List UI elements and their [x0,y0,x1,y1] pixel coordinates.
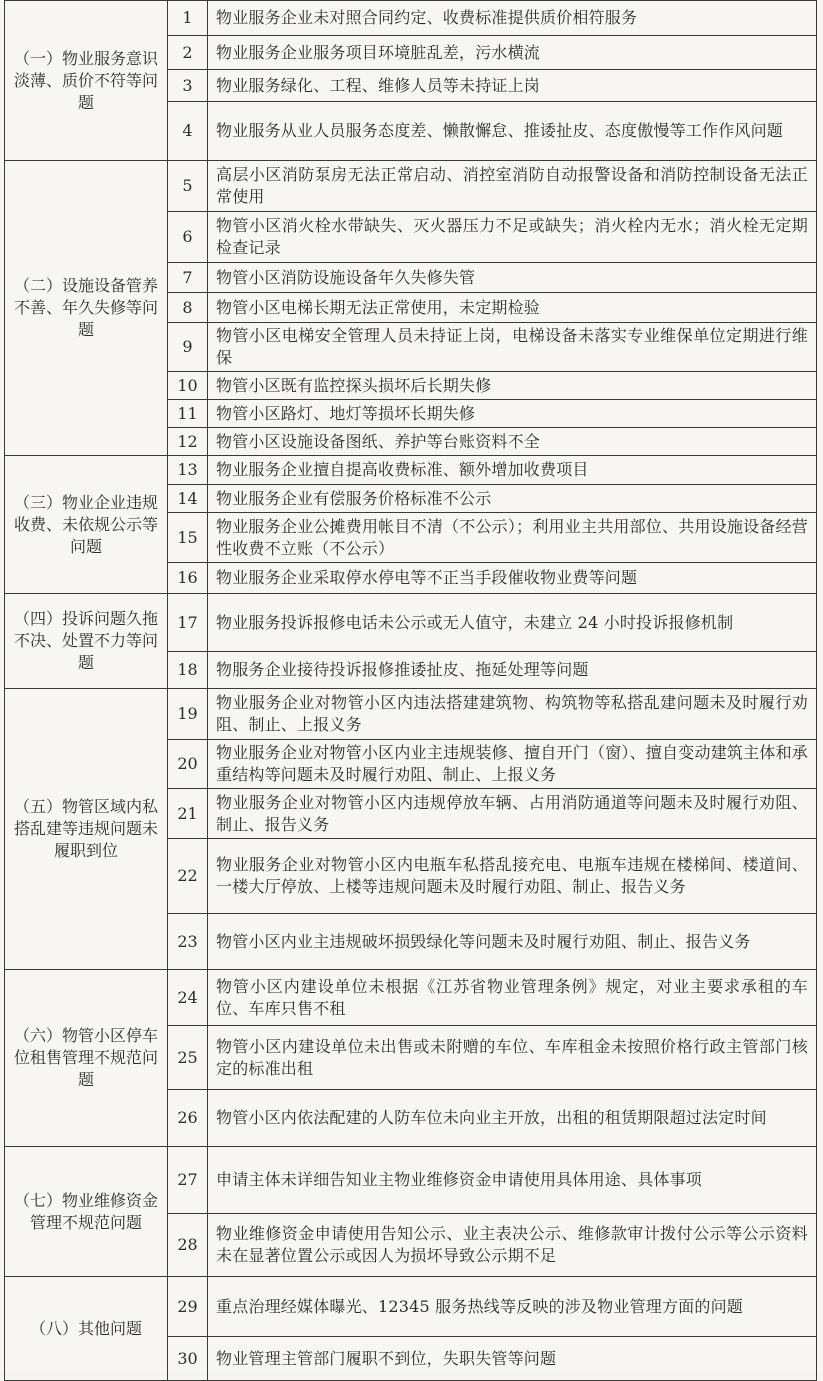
table-row [5,1,817,36]
table-row [5,970,817,1026]
row-number: 11 [168,400,208,428]
issue-description: 物管小区内业主违规破坏损毁绿化等问题未及时履行劝阻、制止、报告义务 [208,914,817,970]
issue-description: 物业服务企业采取停水停电等不正当手段催收物业费等问题 [208,563,817,594]
issue-description: 高层小区消防泵房无法正常启动、消控室消防自动报警设备和消防控制设备无法正常使用 [208,161,817,212]
issue-description: 物服务企业接待投诉报修推诿扯皮、拖延处理等问题 [208,652,817,689]
row-number: 18 [168,652,208,689]
row-number: 9 [168,323,208,372]
issue-description: 物业服务投诉报修电话未公示或无人值守，未建立 24 小时投诉报修机制 [208,594,817,652]
row-number: 25 [168,1026,208,1090]
row-number: 5 [168,161,208,212]
issue-description: 物业服务企业对物管小区内业主违规装修、擅自开门（窗）、擅自变动建筑主体和承重结构等问题未及时履行劝阻、制止、上报义务 [208,740,817,789]
category-cell: （一）物业服务意识淡薄、质价不符等问题 [5,1,168,161]
issue-description: 重点治理经媒体曝光、12345 服务热线等反映的涉及物业管理方面的问题 [208,1277,817,1337]
row-number: 1 [168,1,208,36]
issue-description: 物业服务企业服务项目环境脏乱差，污水横流 [208,36,817,70]
table-row [5,1147,817,1214]
row-number: 22 [168,839,208,914]
issue-description: 物业服务企业对物管小区内违规停放车辆、占用消防通道等问题未及时履行劝阻、制止、报告义务 [208,789,817,839]
issue-description: 物业服务企业擅自提高收费标准、额外增加收费项目 [208,456,817,485]
row-number: 12 [168,428,208,456]
issue-description: 物管小区电梯长期无法正常使用，未定期检验 [208,293,817,323]
row-number: 14 [168,485,208,513]
row-number: 30 [168,1337,208,1381]
issue-description: 物业服务企业有偿服务价格标准不公示 [208,485,817,513]
issue-description: 物管小区消防设施设备年久失修失管 [208,263,817,293]
issue-description: 物管小区设施设备图纸、养护等台账资料不全 [208,428,817,456]
row-number: 16 [168,563,208,594]
row-number: 19 [168,689,208,740]
row-number: 3 [168,70,208,102]
table-row [5,161,817,212]
issue-description: 物业服务绿化、工程、维修人员等未持证上岗 [208,70,817,102]
row-number: 21 [168,789,208,839]
table-row [5,594,817,652]
row-number: 15 [168,513,208,563]
issue-description: 物管小区内建设单位未根据《江苏省物业管理条例》规定，对业主要求承租的车位、车库只售不租 [208,970,817,1026]
category-cell: （三）物业企业违规收费、未依规公示等问题 [5,456,168,594]
table-row [5,1277,817,1337]
row-number: 10 [168,372,208,400]
row-number: 6 [168,212,208,263]
category-cell: （六）物管小区停车位租售管理不规范问题 [5,970,168,1147]
row-number: 7 [168,263,208,293]
row-number: 23 [168,914,208,970]
category-cell: （五）物管区域内私搭乱建等违规问题未履职到位 [5,689,168,970]
issue-description: 物业服务企业公摊费用帐目不清（不公示）；利用业主共用部位、共用设施设备经营性收费不立账（不公示） [208,513,817,563]
row-number: 4 [168,102,208,161]
issue-description: 物业管理主管部门履职不到位，失职失管等问题 [208,1337,817,1381]
issue-description: 申请主体未详细告知业主物业维修资金申请使用具体用途、具体事项 [208,1147,817,1214]
issue-description: 物业服务企业对物管小区内电瓶车私搭乱接充电、电瓶车违规在楼梯间、楼道间、一楼大厅停放、上楼等违规问题未及时履行劝阻、制止、报告义务 [208,839,817,914]
issue-description: 物管小区电梯安全管理人员未持证上岗，电梯设备未落实专业维保单位定期进行维保 [208,323,817,372]
issue-description: 物业维修资金申请使用告知公示、业主表决公示、维修款审计拨付公示等公示资料未在显著位置公示或因人为损坏导致公示期不足 [208,1214,817,1277]
row-number: 17 [168,594,208,652]
issues-table [4,0,817,1381]
issue-description: 物管小区内建设单位未出售或未附赠的车位、车库租金未按照价格行政主管部门核定的标准出租 [208,1026,817,1090]
issue-description: 物管小区路灯、地灯等损坏长期失修 [208,400,817,428]
row-number: 20 [168,740,208,789]
issue-description: 物管小区内依法配建的人防车位未向业主开放，出租的租赁期限超过法定时间 [208,1090,817,1147]
issue-description: 物业服务从业人员服务态度差、懒散懈怠、推诿扯皮、态度傲慢等工作作风问题 [208,102,817,161]
row-number: 26 [168,1090,208,1147]
row-number: 29 [168,1277,208,1337]
row-number: 24 [168,970,208,1026]
category-cell: （七）物业维修资金管理不规范问题 [5,1147,168,1277]
row-number: 13 [168,456,208,485]
row-number: 2 [168,36,208,70]
issue-description: 物业服务企业未对照合同约定、收费标准提供质价相符服务 [208,1,817,36]
issue-description: 物业服务企业对物管小区内违法搭建建筑物、构筑物等私搭乱建问题未及时履行劝阻、制止、上报义务 [208,689,817,740]
row-number: 8 [168,293,208,323]
row-number: 27 [168,1147,208,1214]
category-cell: （二）设施设备管养不善、年久失修等问题 [5,161,168,456]
issue-description: 物管小区消火栓水带缺失、灭火器压力不足或缺失；消火栓内无水；消火栓无定期检查记录 [208,212,817,263]
category-cell: （四）投诉问题久拖不决、处置不力等问题 [5,594,168,689]
row-number: 28 [168,1214,208,1277]
table-row [5,689,817,740]
table-row [5,456,817,485]
category-cell: （八）其他问题 [5,1277,168,1381]
issue-description: 物管小区既有监控探头损坏后长期失修 [208,372,817,400]
